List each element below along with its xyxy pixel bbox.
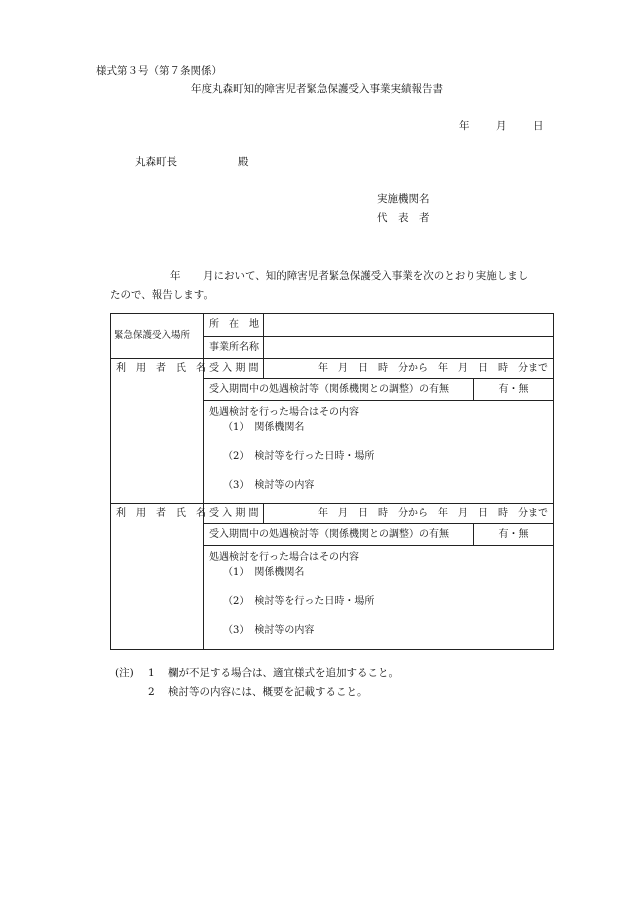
period-label-1: 受 入 期 間	[204, 359, 264, 379]
detail-item-1-1: （1） 関係機関名	[223, 422, 305, 433]
date-month-label: 月	[496, 120, 507, 132]
note-2-text: 検討等の内容には、概要を記載すること。	[168, 686, 368, 698]
user-name-label-1: 利 用 者 氏 名	[111, 359, 204, 504]
report-table	[110, 313, 554, 650]
review-question-1: 受入期間中の処遇検討等（関係機関との調整）の有無	[204, 379, 474, 401]
form-number: 様式第３号（第７条関係）	[96, 65, 222, 77]
note-1-number: 1	[148, 667, 155, 679]
review-answer-2[interactable]: 有・無	[474, 524, 554, 546]
date-year-label: 年	[459, 120, 470, 132]
body-line-1: 月において、知的障害児者緊急保護受入事業を次のとおり実施しまし	[203, 270, 529, 282]
detail-heading-2: 処遇検討を行った場合はその内容	[209, 552, 359, 563]
detail-item-1-3: （3） 検討等の内容	[223, 480, 315, 491]
document-title: 年度丸森町知的障害児者緊急保護受入事業実績報告書	[191, 83, 443, 95]
addressee-honorific: 殿	[238, 156, 249, 168]
detail-item-2-2: （2） 検討等を行った日時・場所	[223, 596, 375, 607]
detail-item-2-1: （1） 関係機関名	[223, 567, 305, 578]
user-row-1	[111, 359, 554, 379]
user-row-2	[111, 504, 554, 524]
period-value-2[interactable]: 年 月 日 時 分から 年 月 日 時 分まで	[264, 504, 554, 524]
review-question-2: 受入期間中の処遇検討等（関係機関との調整）の有無	[204, 524, 474, 546]
addressee-name: 丸森町長	[135, 156, 177, 168]
place-header: 緊急保護受入場所	[111, 314, 204, 359]
note-1-text: 欄が不足する場合は、適宜様式を追加すること。	[168, 667, 399, 679]
note-2-number: 2	[148, 686, 155, 698]
detail-heading-1: 処遇検討を行った場合はその内容	[209, 407, 359, 418]
date-day-label: 日	[533, 120, 544, 132]
period-label-2: 受 入 期 間	[204, 504, 264, 524]
address-field[interactable]	[264, 314, 554, 337]
place-row-address	[111, 314, 554, 337]
period-value-1[interactable]: 年 月 日 時 分から 年 月 日 時 分まで	[264, 359, 554, 379]
review-answer-1[interactable]: 有・無	[474, 379, 554, 401]
notes-prefix: (注)	[115, 667, 134, 679]
detail-item-1-2: （2） 検討等を行った日時・場所	[223, 451, 375, 462]
representative-label: 代 表 者	[377, 212, 430, 224]
office-label: 事業所名称	[204, 337, 264, 359]
body-line-2: たので、報告します。	[110, 289, 214, 301]
user-name-label-2: 利 用 者 氏 名	[111, 504, 204, 650]
detail-block-1[interactable]	[204, 401, 554, 504]
body-year: 年	[170, 270, 181, 282]
address-label: 所 在 地	[204, 314, 264, 337]
implementing-org-label: 実施機関名	[377, 193, 430, 205]
detail-item-2-3: （3） 検討等の内容	[223, 625, 315, 636]
detail-block-2[interactable]	[204, 546, 554, 650]
office-field[interactable]	[264, 337, 554, 359]
